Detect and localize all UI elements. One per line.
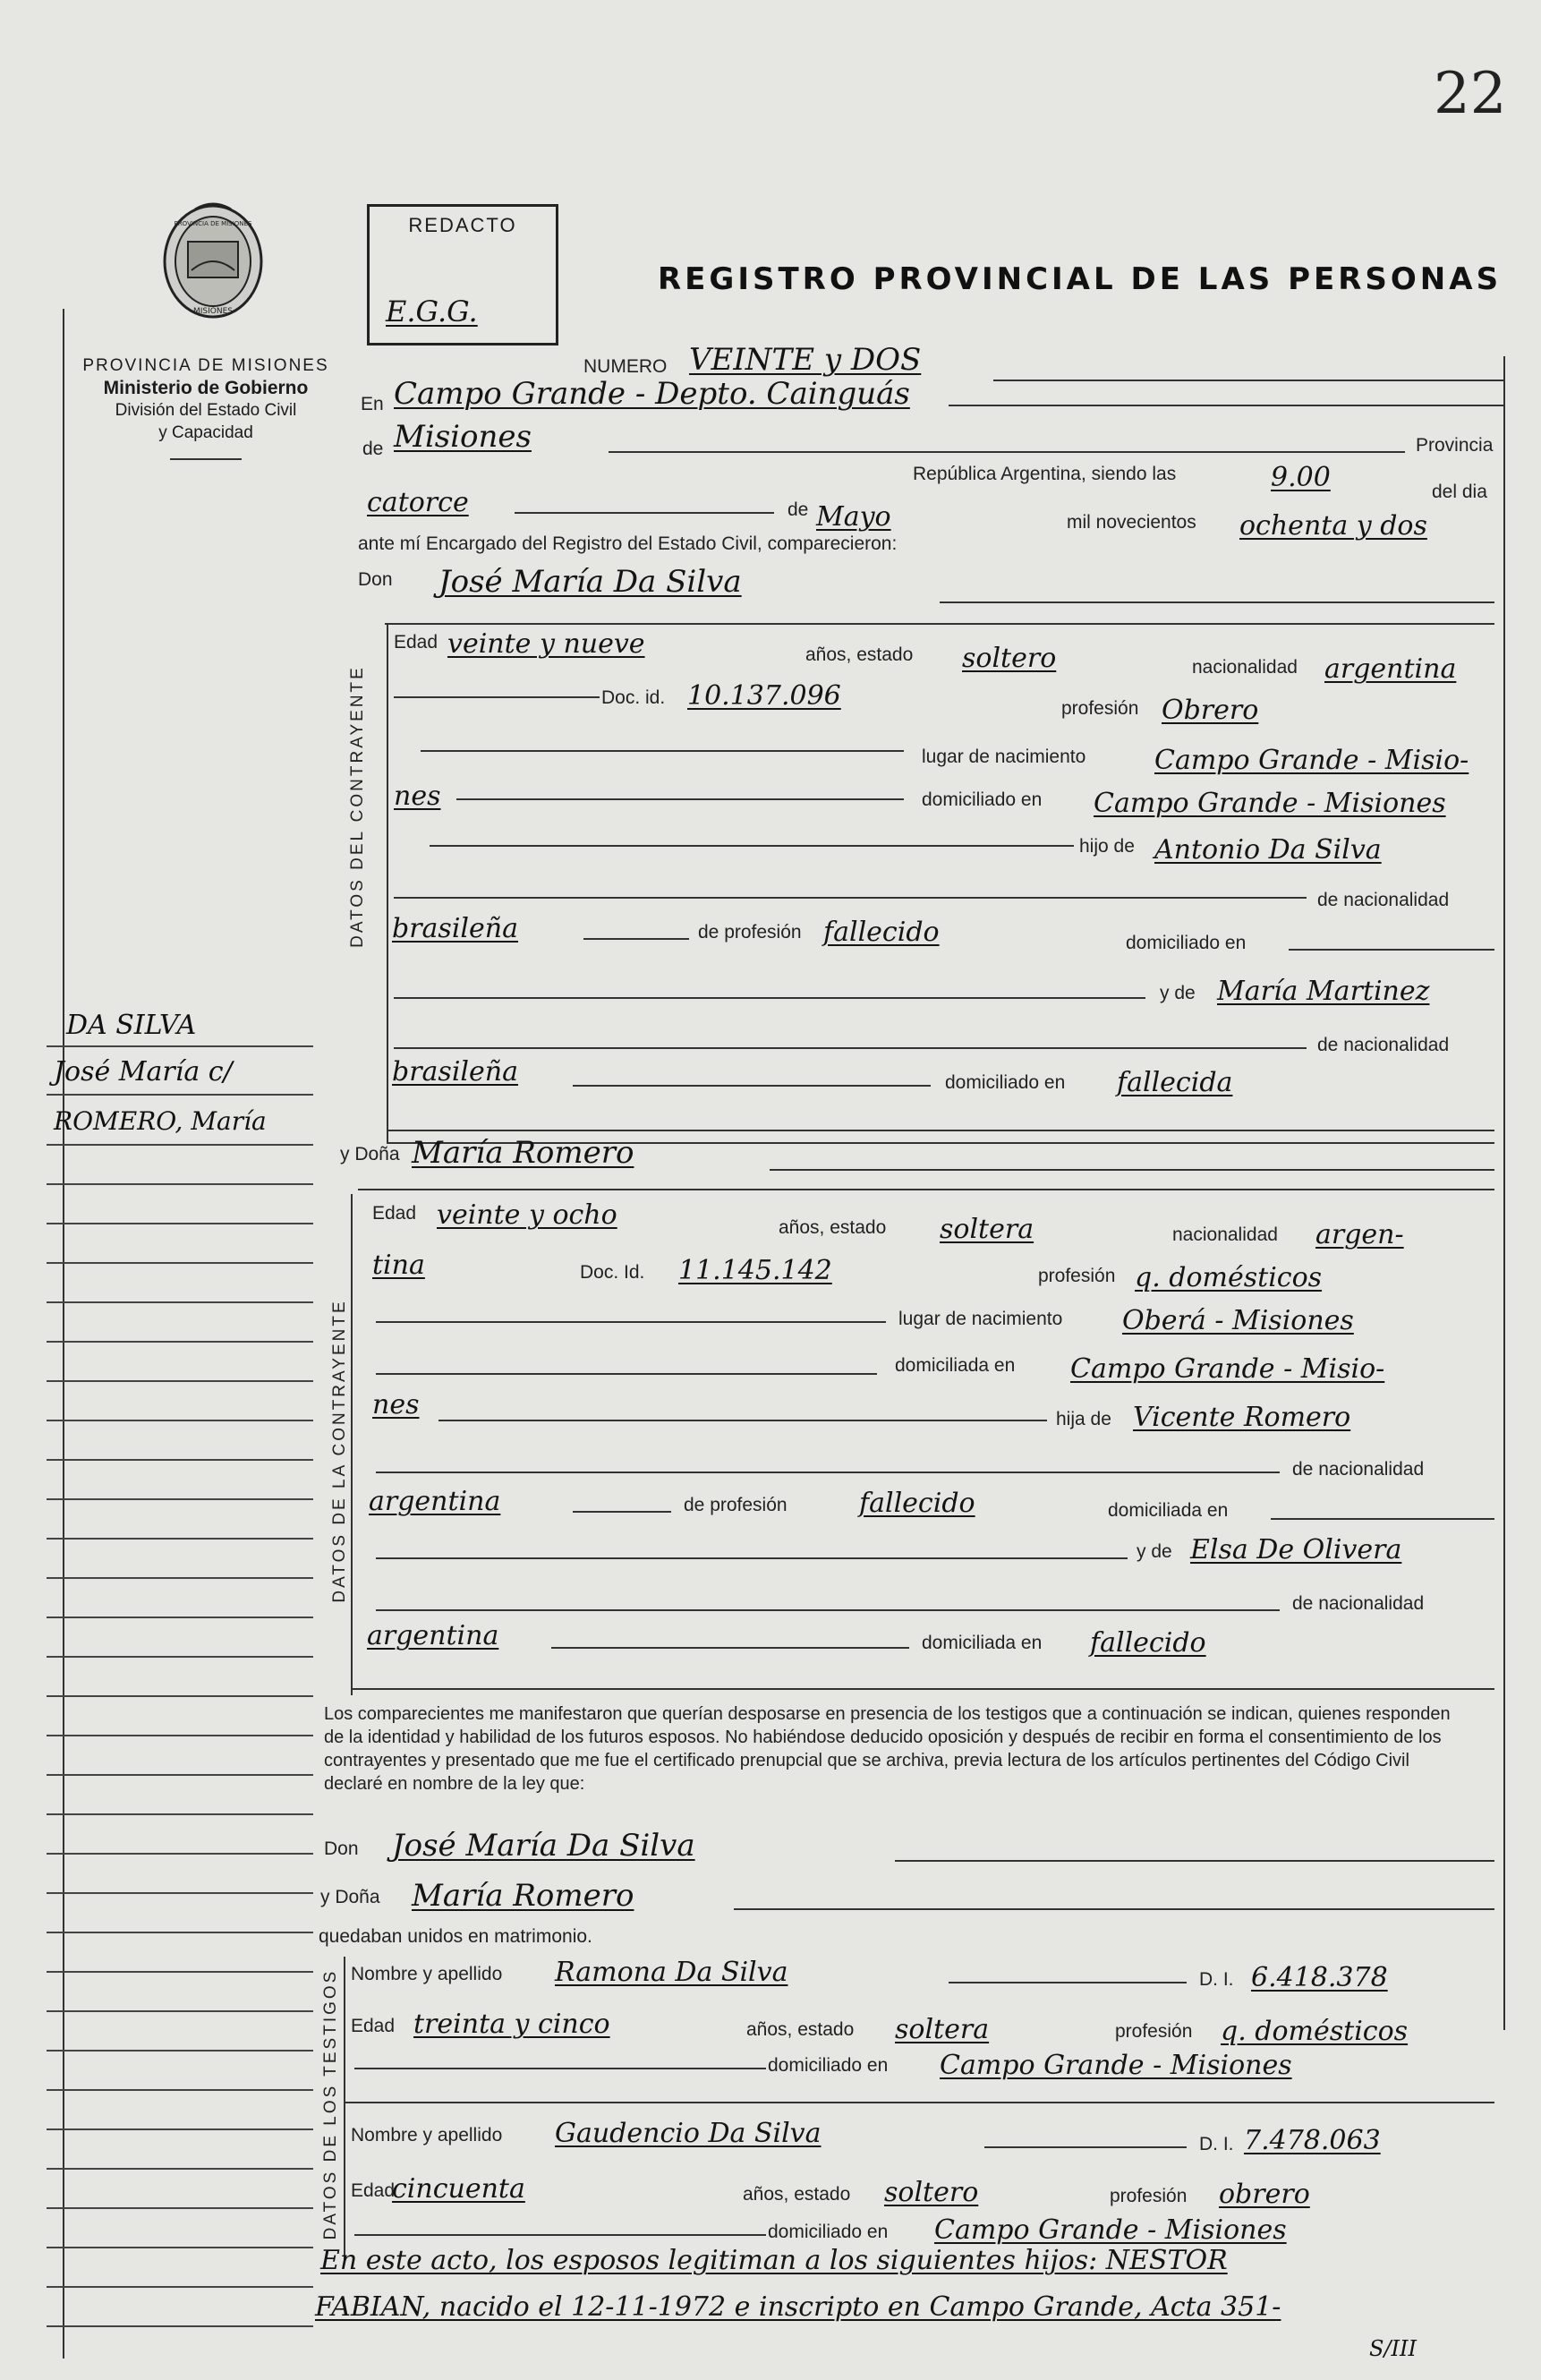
estado-value: soltero bbox=[962, 643, 1057, 674]
t1-di-label: D. I. bbox=[1199, 1969, 1234, 1990]
t2-nombre-value: Gaudencio Da Silva bbox=[555, 2118, 822, 2149]
page-title: REGISTRO PROVINCIAL DE LAS PERSONAS bbox=[658, 261, 1503, 297]
rule bbox=[387, 1130, 1494, 1131]
lugar-value: Campo Grande - Depto. Cainguás bbox=[394, 376, 910, 412]
t2-di-value: 7.478.063 bbox=[1244, 2125, 1381, 2156]
rule bbox=[376, 1557, 1128, 1559]
c2-edad-label: Edad bbox=[372, 1203, 417, 1224]
t1-edad-label: Edad bbox=[351, 2016, 396, 2036]
t1-profesion-value: q. domésticos bbox=[1221, 2016, 1409, 2047]
header-left-line2: Ministerio de Gobierno bbox=[103, 378, 309, 398]
t2-edad-label: Edad bbox=[351, 2180, 396, 2201]
contrayenta-name: María Romero bbox=[412, 1135, 634, 1171]
rule bbox=[344, 2102, 1494, 2103]
margin-name-2: José María c/ bbox=[54, 1056, 233, 1088]
c2-padre-value: Vicente Romero bbox=[1133, 1402, 1351, 1433]
contrayente-border bbox=[387, 625, 388, 1144]
rule bbox=[351, 1688, 1494, 1690]
unidos-label: quedaban unidos en matrimonio. bbox=[319, 1926, 592, 1947]
dona-label: y Doña bbox=[340, 1144, 400, 1164]
contrayenta-border bbox=[351, 1194, 353, 1695]
c2-estado-value: soltera bbox=[940, 1214, 1034, 1245]
t1-nombre-label: Nombre y apellido bbox=[351, 1964, 503, 1984]
padre-prof-value: fallecido bbox=[823, 917, 940, 948]
t1-dom-label: domiciliado en bbox=[768, 2055, 889, 2076]
t2-dom-value: Campo Grande - Misiones bbox=[934, 2214, 1287, 2246]
doc-value: 10.137.096 bbox=[687, 680, 841, 712]
t2-profesion-value: obrero bbox=[1219, 2179, 1310, 2210]
t1-estado-value: soltera bbox=[895, 2014, 990, 2045]
note-line-3: S/III bbox=[1369, 2336, 1417, 2361]
rule bbox=[421, 750, 904, 752]
rule bbox=[376, 1609, 1280, 1611]
c2-edad-value: veinte y ocho bbox=[437, 1199, 617, 1231]
doc-label: Doc. id. bbox=[601, 687, 666, 708]
t1-dom-value: Campo Grande - Misiones bbox=[940, 2050, 1292, 2081]
testigos-border bbox=[344, 1957, 345, 2261]
don-label: Don bbox=[358, 569, 393, 590]
c2-lugar-nac-value: Oberá - Misiones bbox=[1122, 1305, 1354, 1336]
rule bbox=[376, 1321, 886, 1323]
rule bbox=[430, 845, 1074, 847]
redacto-label: REDACTO bbox=[408, 214, 517, 236]
numero-value: VEINTE y DOS bbox=[689, 342, 922, 378]
note-line-2: FABIAN, nacido el 12-11-1972 e inscripto en Campo Grande, Acta 351- bbox=[315, 2291, 1281, 2323]
t1-profesion-label: profesión bbox=[1115, 2021, 1193, 2042]
edad-value: veinte y nueve bbox=[447, 628, 645, 660]
profesion-value: Obrero bbox=[1162, 695, 1259, 726]
anos-label: años, estado bbox=[805, 644, 914, 665]
c2-profesion-label: profesión bbox=[1038, 1266, 1116, 1286]
lugar-nac-cont: nes bbox=[394, 781, 441, 812]
c2-doc-label: Doc. Id. bbox=[580, 1262, 645, 1283]
t1-di-value: 6.418.378 bbox=[1251, 1962, 1388, 1993]
rule bbox=[354, 2068, 766, 2069]
c2-madre-dom-label: domiciliada en bbox=[922, 1633, 1043, 1653]
c2-domiciliada-label: domiciliada en bbox=[895, 1355, 1016, 1376]
c2-de-nac-label: de nacionalidad bbox=[1292, 1459, 1425, 1480]
mil-label: mil novecientos bbox=[1067, 512, 1196, 533]
madre-value: María Martinez bbox=[1217, 976, 1430, 1007]
rule bbox=[949, 405, 1503, 406]
right-border bbox=[1503, 356, 1505, 2030]
t2-profesion-label: profesión bbox=[1110, 2186, 1188, 2206]
rule bbox=[358, 1189, 1494, 1190]
domicilio-value: Campo Grande - Misiones bbox=[1094, 788, 1446, 819]
c2-dom-en-label: domiciliada en bbox=[1108, 1500, 1229, 1521]
rule bbox=[551, 1647, 909, 1649]
rule bbox=[438, 1420, 1047, 1421]
madre-nac-value: brasileña bbox=[392, 1056, 518, 1088]
contrayenta-section-label: DATOS DE LA CONTRAYENTE bbox=[330, 1299, 349, 1603]
y-de-label: y de bbox=[1160, 983, 1196, 1003]
decl-don-label: Don bbox=[324, 1838, 359, 1859]
testigos-section-label: DATOS DE LOS TESTIGOS bbox=[321, 1968, 340, 2240]
c2-madre-de-nac-label: de nacionalidad bbox=[1292, 1593, 1425, 1614]
rule bbox=[770, 1169, 1494, 1171]
c2-profesion-value: q. domésticos bbox=[1135, 1262, 1323, 1293]
provincial-seal bbox=[159, 199, 267, 333]
rule bbox=[394, 897, 1307, 899]
decl-dona-value: María Romero bbox=[412, 1878, 634, 1914]
t2-dom-label: domiciliado en bbox=[768, 2222, 889, 2242]
c2-padre-nac-value: argentina bbox=[369, 1486, 501, 1517]
c2-lugar-nac-label: lugar de nacimiento bbox=[898, 1309, 1063, 1329]
numero-label: NUMERO bbox=[583, 356, 668, 377]
t2-anos-label: años, estado bbox=[743, 2184, 851, 2205]
t1-anos-label: años, estado bbox=[746, 2019, 855, 2040]
c2-padre-prof-value: fallecido bbox=[859, 1488, 975, 1519]
rule bbox=[456, 798, 904, 800]
rule bbox=[515, 512, 774, 514]
madre-de-nac-label: de nacionalidad bbox=[1317, 1035, 1450, 1055]
de-prof-label: de profesión bbox=[698, 922, 802, 943]
margin-name-1: DA SILVA bbox=[66, 1010, 197, 1041]
padre-value: Antonio Da Silva bbox=[1154, 834, 1382, 866]
c2-domicilio-cont: nes bbox=[372, 1389, 420, 1420]
t2-edad-value: cincuenta bbox=[392, 2173, 525, 2205]
rule bbox=[394, 1047, 1307, 1049]
contrayente-name: José María Da Silva bbox=[438, 564, 742, 600]
rule bbox=[394, 997, 1145, 999]
rule bbox=[609, 451, 1405, 453]
rule bbox=[734, 1908, 1494, 1910]
rule bbox=[376, 1373, 877, 1375]
header-left-line4: y Capacidad bbox=[158, 423, 253, 442]
c2-y-de-label: y de bbox=[1137, 1541, 1172, 1562]
c2-nacionalidad-label: nacionalidad bbox=[1172, 1224, 1278, 1245]
republica-label: República Argentina, siendo las bbox=[913, 464, 1177, 484]
madre-dom-value: fallecida bbox=[1117, 1067, 1233, 1098]
rule bbox=[394, 696, 600, 698]
rule bbox=[583, 938, 689, 940]
header-left bbox=[63, 354, 349, 460]
rule bbox=[376, 1472, 1280, 1473]
c2-nacionalidad-value: argen- bbox=[1315, 1219, 1404, 1250]
c2-madre-dom-value: fallecido bbox=[1090, 1627, 1206, 1659]
provincia-label: Provincia bbox=[1416, 435, 1494, 456]
header-left-line1: PROVINCIA DE MISIONES bbox=[82, 356, 329, 375]
anio-value: ochenta y dos bbox=[1239, 510, 1427, 542]
de-nac-label: de nacionalidad bbox=[1317, 890, 1450, 910]
rule bbox=[993, 380, 1503, 381]
note-line-1: En este acto, los esposos legitiman a los siguientes hijos: NESTOR bbox=[320, 2245, 1228, 2276]
c2-de-prof-label: de profesión bbox=[684, 1495, 788, 1515]
rule bbox=[385, 623, 1494, 625]
de-label: de bbox=[362, 439, 384, 459]
padre-nac-value: brasileña bbox=[392, 913, 518, 944]
c2-domicilio-value: Campo Grande - Misio- bbox=[1070, 1353, 1385, 1385]
t2-nombre-label: Nombre y apellido bbox=[351, 2125, 503, 2145]
hora-value: 9.00 bbox=[1271, 462, 1331, 493]
t2-di-label: D. I. bbox=[1199, 2134, 1234, 2154]
dia-value: catorce bbox=[367, 487, 469, 518]
dom-en-label: domiciliado en bbox=[1126, 933, 1247, 953]
redacto-box bbox=[367, 204, 558, 345]
profesion-label: profesión bbox=[1061, 698, 1139, 719]
rule bbox=[573, 1511, 671, 1513]
c2-madre-nac-value: argentina bbox=[367, 1620, 499, 1651]
madre-dom-label: domiciliado en bbox=[945, 1072, 1066, 1093]
header-divider bbox=[170, 458, 242, 460]
t1-edad-value: treinta y cinco bbox=[413, 2009, 610, 2040]
hijo-label: hijo de bbox=[1079, 836, 1135, 857]
rule bbox=[354, 2234, 766, 2236]
declaration-text: Los comparecientes me manifestaron que querían desposarse en presencia de los testigos que a continuación se indican, quienes responden de la identidad y habilidad de los futuros esposos. No habiéndose deducido oposición y después de recibir en forma el consentimiento de los contrayentes y presentado que me fue el certificado prenupcial que se archiva, previa lectura de los artículos pertinentes del Código Civil declaré en nombre de la ley que: bbox=[324, 1704, 1451, 1794]
domiciliado-label: domiciliado en bbox=[922, 789, 1043, 810]
nacionalidad-value: argentina bbox=[1324, 653, 1457, 685]
contrayente-section-label: DATOS DEL CONTRAYENTE bbox=[348, 665, 367, 948]
c2-doc-value: 11.145.142 bbox=[678, 1255, 832, 1286]
rule bbox=[1271, 1518, 1494, 1520]
mes-value: Mayo bbox=[816, 501, 891, 533]
c2-madre-value: Elsa De Olivera bbox=[1190, 1534, 1402, 1565]
redacto-initials: E.G.G. bbox=[386, 294, 478, 328]
rule bbox=[1289, 949, 1494, 951]
t1-nombre-value: Ramona Da Silva bbox=[555, 1957, 788, 1988]
decl-dona-label: y Doña bbox=[320, 1887, 380, 1907]
lugar-nac-label: lugar de nacimiento bbox=[922, 746, 1086, 767]
header-left-line3: División del Estado Civil bbox=[115, 401, 297, 420]
c2-nacionalidad-cont: tina bbox=[372, 1250, 425, 1281]
t2-estado-value: soltero bbox=[884, 2177, 979, 2208]
nacionalidad-label: nacionalidad bbox=[1192, 657, 1298, 678]
c2-hija-label: hija de bbox=[1056, 1409, 1111, 1429]
rule bbox=[984, 2146, 1187, 2148]
svg-text:PROVINCIA DE MISIONES: PROVINCIA DE MISIONES bbox=[174, 220, 252, 227]
edad-label: Edad bbox=[394, 632, 438, 653]
c2-anos-label: años, estado bbox=[779, 1217, 887, 1238]
ante-label: ante mí Encargado del Registro del Estado Civil, comparecieron: bbox=[358, 533, 898, 554]
rule bbox=[573, 1085, 931, 1087]
del-dia-label: del dia bbox=[1432, 482, 1487, 502]
rule bbox=[949, 1982, 1187, 1983]
margin-name-3: ROMERO, María bbox=[54, 1106, 267, 1136]
decl-don-value: José María Da Silva bbox=[392, 1828, 695, 1864]
en-label: En bbox=[361, 394, 384, 414]
rule bbox=[895, 1860, 1494, 1862]
page-number: 22 bbox=[1434, 61, 1507, 127]
svg-text:MISIONES: MISIONES bbox=[192, 307, 234, 316]
rule bbox=[940, 601, 1494, 603]
lugar-nac-value: Campo Grande - Misio- bbox=[1154, 745, 1469, 776]
de-mes-label: de bbox=[788, 499, 809, 520]
provincia-value: Misiones bbox=[394, 419, 532, 455]
